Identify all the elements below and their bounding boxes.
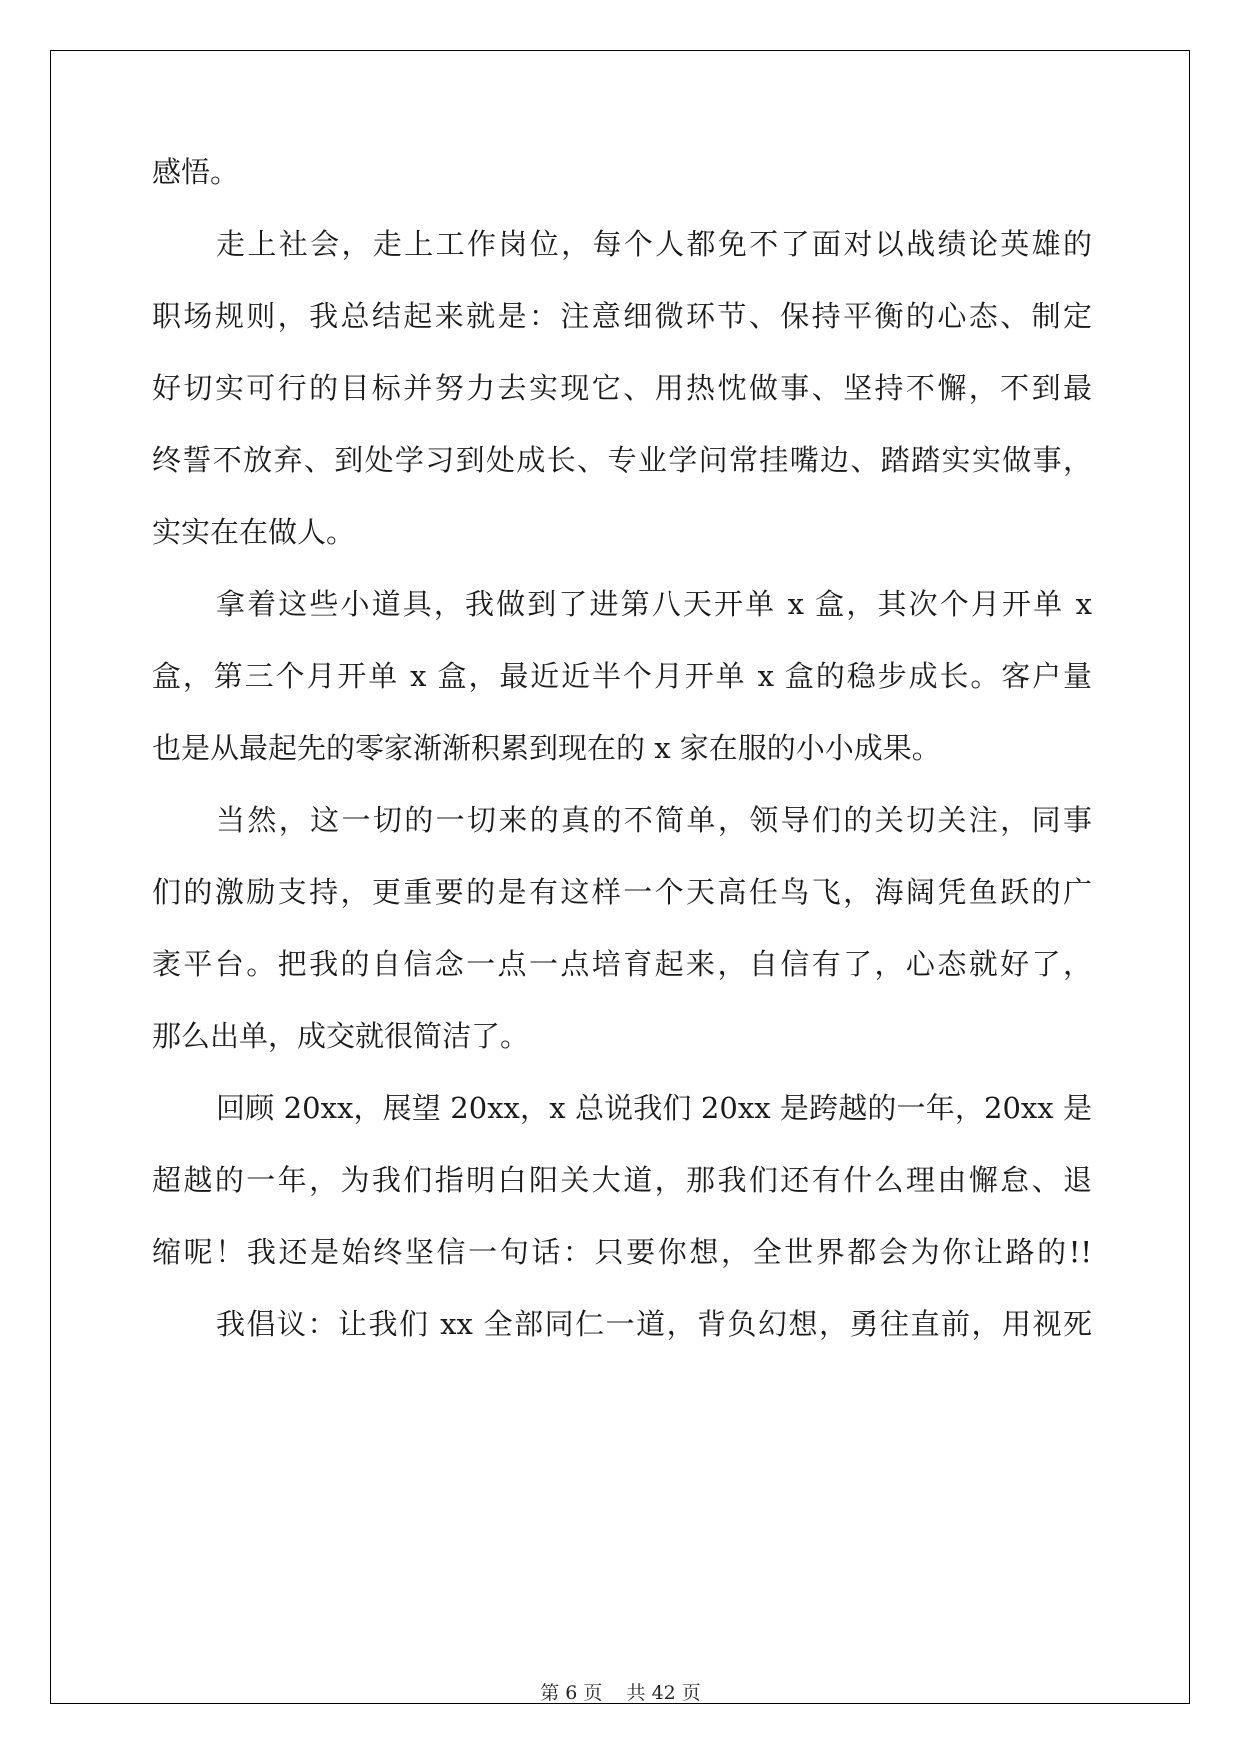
page-number: 第 6 页 xyxy=(540,1682,603,1704)
text-line: 好切实可行的目标并努力去实现它、用热忱做事、坚持不懈，不到最 xyxy=(152,371,1092,405)
text-line: 实实在在做人。 xyxy=(152,515,356,549)
text-line: 袤平台。把我的自信念一点一点培育起来，自信有了，心态就好了， xyxy=(152,947,1092,981)
text-line: 终誓不放弃、到处学习到处成长、专业学问常挂嘴边、踏踏实实做事， xyxy=(152,443,1092,477)
text-line: 们的激励支持，更重要的是有这样一个天高任鸟飞，海阔凭鱼跃的广 xyxy=(152,875,1092,909)
page-footer xyxy=(0,1681,1241,1705)
text-line: 也是从最起先的零家渐渐积累到现在的 x 家在服的小小成果。 xyxy=(152,731,941,765)
text-line: 职场规则，我总结起来就是：注意细微环节、保持平衡的心态、制定 xyxy=(152,299,1092,333)
paragraph-first-line: 当然，这一切的一切来的真的不简单，领导们的关切关注，同事 xyxy=(216,803,1092,837)
paragraph-first-line: 拿着这些小道具，我做到了进第八天开单 x 盒，其次个月开单 x xyxy=(216,587,1092,621)
paragraph-first-line: 走上社会，走上工作岗位，每个人都免不了面对以战绩论英雄的 xyxy=(216,227,1092,261)
text-line: 那么出单，成交就很简洁了。 xyxy=(152,1019,530,1053)
text-line: 盒，第三个月开单 x 盒，最近近半个月开单 x 盒的稳步成长。客户量 xyxy=(152,659,1092,693)
page-total: 共 42 页 xyxy=(626,1682,701,1704)
text-line: 缩呢！我还是始终坚信一句话：只要你想，全世界都会为你让路的!! xyxy=(152,1235,1092,1269)
paragraph-first-line: 我倡议：让我们 xx 全部同仁一道，背负幻想，勇往直前，用视死 xyxy=(216,1307,1092,1341)
paragraph-first-line: 回顾 20xx，展望 20xx，x 总说我们 20xx 是跨越的一年，20xx 是 xyxy=(216,1091,1092,1125)
text-line: 感悟。 xyxy=(152,155,240,189)
text-line: 超越的一年，为我们指明白阳关大道，那我们还有什么理由懈怠、退 xyxy=(152,1163,1092,1197)
